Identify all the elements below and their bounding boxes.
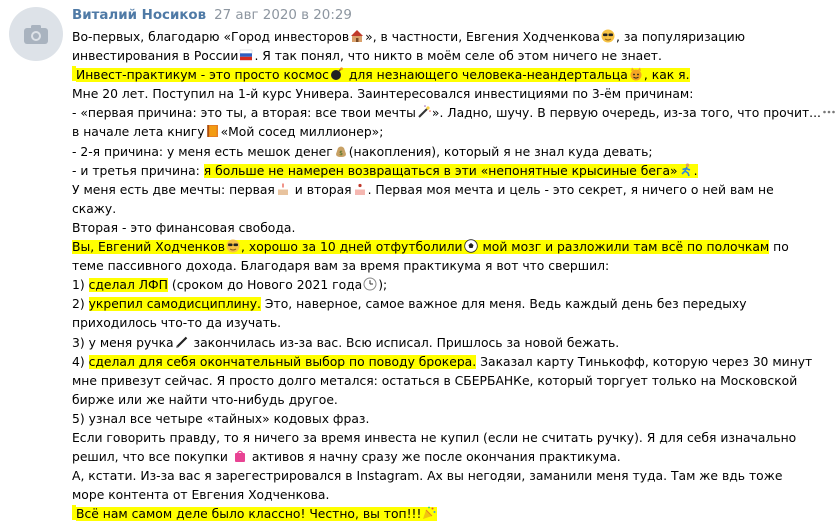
camera-icon [24,25,48,44]
text-segment: ); [378,278,388,293]
text-segment: А, кстати. Из-за вас я зарегестрировался в Instagram. Ах вы негодяи, заманили меня туда. Там же вдь тоже [72,469,783,484]
highlighted-text: для незнающего человека-неандертальца [344,68,628,83]
post-text-line [72,295,762,314]
highlighted-text: Вы, Евгений Ходченков [72,240,226,255]
text-segment: », в частности, Евгения Ходченкова [365,30,600,44]
post-text [72,28,821,524]
text-segment: активов я начну сразу же после окончания практикума. [247,450,621,465]
post-text-line [72,238,789,257]
post-text-line [72,181,774,200]
highlighted-text: , как я. [643,68,690,83]
post-text-line [72,505,762,524]
post-text-line [72,334,762,353]
post-text-line [72,104,821,123]
moneybag-icon [333,145,349,159]
cake2-icon [352,183,368,197]
highlighted-text: Всё нам самом деле было классно! Честно, вы топ!!! [76,507,422,522]
highlighted-text: сделал ЛФП [88,278,168,293]
text-segment: - «первая причина: это ты, а вторая: все твои мечты [72,106,416,121]
text-segment: Мне 20 лет. Поступил на 1-й курс Универа. Заинтересовался инвестициями по 3-ём причинам: [72,87,694,102]
text-segment: ». Ладно, шучу. В первую очередь, из-за того, что прочит... [431,106,821,121]
text-segment: бирже или же найти что-нибудь другое. [72,392,338,407]
text-segment: Это, наверное, самое важное для меня. Ведь каждый день без передыху [260,297,747,312]
bomb-icon [329,68,345,82]
post-date[interactable]: 27 авг 2020 в 20:29 [214,8,352,23]
post-text-line [72,28,762,47]
post-text-line [72,276,762,295]
highlighted-text: сделал для себя окончательный выбор по поводу брокера. [88,354,477,369]
show-more-icon[interactable] [821,106,837,120]
text-segment: - 2-я причина: у меня есть мешок денег [72,144,333,159]
pen-icon [174,336,190,350]
post-text-line [72,448,762,467]
post-text-line [72,47,762,66]
text-segment: Вторая - это финансовая свобода. [72,220,296,235]
bag-icon [232,450,248,464]
cool-icon [225,240,241,254]
text-segment: теме пассивного дохода. Благодаря вам за время практикума я вот что свершил: [72,259,610,274]
text-segment: закончилась из-за вас. Всю исписал. Пришлось за новой бежать. [189,335,620,350]
text-segment: 4) [72,354,89,369]
text-segment: 5) узнал все четыре «тайных» кодовых фраз. [72,411,370,426]
post-text-line [72,143,762,162]
text-segment: , за популяризацию [616,30,746,44]
ball-icon [463,240,479,254]
text-segment: (накопления), который я не знал куда девать; [348,144,653,159]
text-segment: мне привезут сейчас. Я просто долго метался: остаться в СБЕРБАНКе, который торгует только на Московской [72,373,798,388]
cake-icon [275,183,291,197]
highlighted-text: Инвест-практикум - это просто космос [76,68,329,83]
avatar[interactable] [9,7,63,61]
devil-icon [628,68,644,82]
post-text-line [72,200,762,219]
text-segment: по [769,240,789,255]
highlighted-text: , хорошо за 10 дней отфутболили [241,240,463,255]
text-segment: У меня есть две мечты: первая [72,182,275,197]
highlighted-text: . [693,163,698,178]
post-text-line [72,162,762,181]
text-segment: Если говорить правду, то я ничего за время инвеста не купил (если не считать ручку). Я для себя изначально [72,430,797,445]
text-segment: . Я так понял, что никто в моём селе об этом ничего не знает. [254,49,662,64]
text-segment: 3) у меня ручка [72,335,174,350]
book-icon [205,125,221,139]
text-segment: инвестирования в России [72,49,239,64]
flag-icon [238,49,254,63]
runner-icon [678,164,694,178]
svg-text:$: $ [338,149,343,157]
post-text-line [72,219,762,238]
text-segment: - и третья причина: [72,163,204,178]
text-segment: . Первая моя мечта и цель - это секрет, я ничего о ней вам не [367,182,774,197]
highlighted-text: укрепил самодисциплину. [88,297,261,312]
post-text-line [72,372,798,391]
text-segment: скажу. [72,201,117,216]
text-segment: и вторая [290,182,352,197]
post-text-line [72,486,762,505]
house-icon [349,30,365,44]
post-header [72,8,352,23]
highlighted-text: я больше не намерен возвращаться в эти «непонятные крысиные бега» [203,163,678,178]
post-text-line [72,314,762,333]
text-segment: «Мой сосед миллионер»; [220,125,384,140]
text-segment: Во-первых, благодарю «Город инвесторов [72,30,350,44]
text-segment: Заказал карту Тинькофф, которую через 30 минут [476,354,813,369]
text-segment: 1) [72,278,89,293]
text-segment: (сроком до Нового 2021 года [167,278,363,293]
post-text-line [72,429,797,448]
post-text-line [72,391,762,410]
author-name[interactable]: Виталий Носиков [72,8,207,23]
text-segment: море контента от Евгения Ходченкова. [72,488,330,503]
post-text-line [72,410,762,429]
text-segment: приходилось что-то да изучать. [72,316,282,331]
text-segment: решил, что все покупки [72,450,232,465]
text-segment: в начале лета книгу [72,125,205,140]
cool-icon [600,30,616,44]
post-text-line [72,257,762,276]
highlighted-text: мой мозг и разложили там всё по полочкам [478,240,770,255]
post-text-line [72,467,783,486]
wand-icon [416,106,432,120]
post-text-line [72,85,762,104]
post-text-line [72,66,762,85]
post-text-line [72,123,762,142]
party-icon [421,507,437,521]
clock-icon [362,278,378,292]
post-text-line [72,353,813,372]
text-segment: 2) [72,297,89,312]
